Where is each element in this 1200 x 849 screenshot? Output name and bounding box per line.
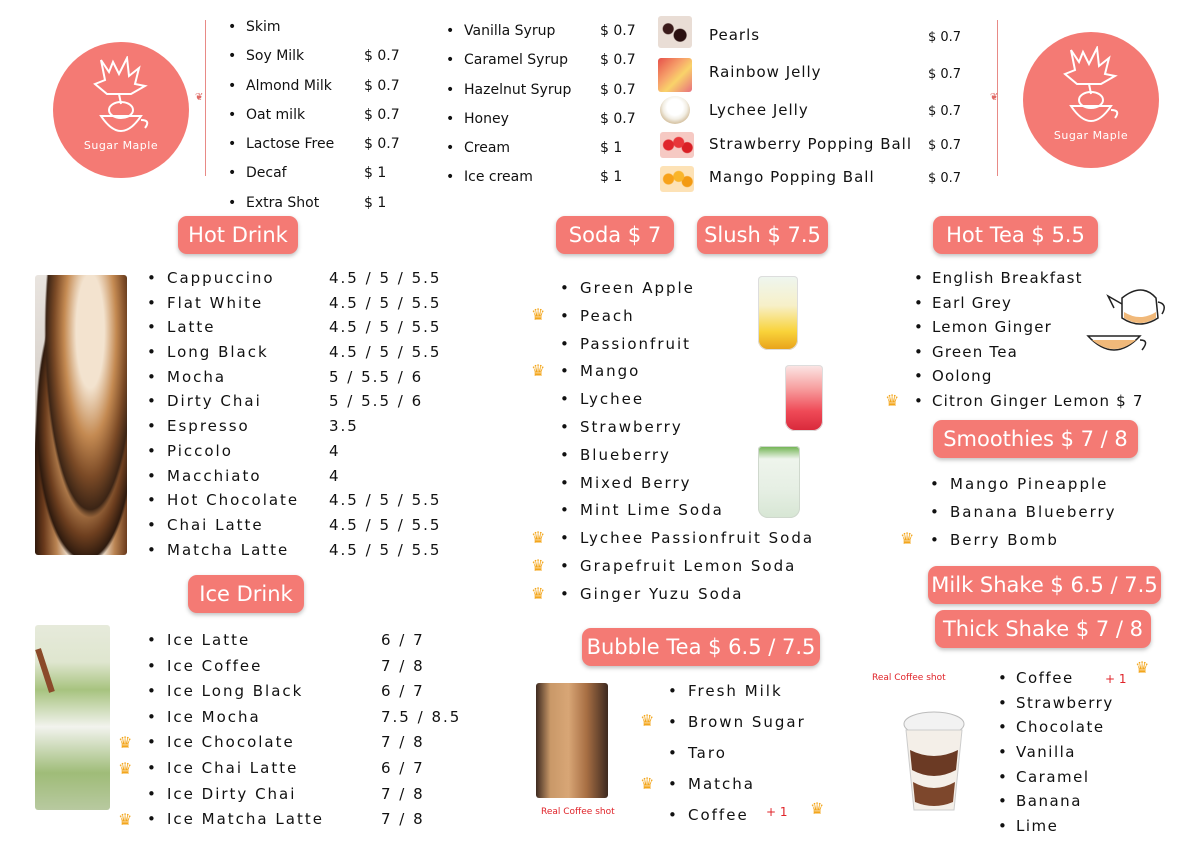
list-item: • Matcha	[668, 775, 755, 793]
crown-icon: ♛	[885, 391, 900, 410]
crown-icon: ♛	[640, 711, 655, 730]
list-item: • Oolong	[914, 367, 993, 386]
list-item: • Ice Chocolate 7 / 8	[147, 733, 425, 752]
crown-icon: ♛	[531, 584, 546, 603]
list-item: • Taro	[668, 744, 727, 762]
crown-icon: ♛	[900, 529, 915, 548]
list-item: • Lime	[998, 817, 1059, 836]
maple-cup-logo-icon	[87, 56, 157, 140]
pearls-icon	[658, 16, 692, 48]
soda-list	[560, 278, 860, 612]
brand-name: Sugar Maple	[83, 139, 159, 152]
list-item: • Flat White 4.5 / 5 / 5.5	[147, 293, 442, 312]
list-item: • Ice Chai Latte 6 / 7	[147, 758, 425, 777]
list-item: • Ginger Yuzu Soda	[560, 584, 744, 603]
divider-ornament-icon: ❦	[195, 92, 204, 103]
crown-icon: ♛	[531, 528, 546, 547]
list-item: • Citron Ginger Lemon $ 7	[914, 391, 1144, 410]
list-item: • Lychee Passionfruit Soda	[560, 529, 815, 548]
crown-icon: ♛	[1135, 658, 1150, 677]
list-item: • Strawberry	[560, 417, 683, 436]
list-item: • Strawberry	[998, 693, 1114, 712]
mint-lime-soda-cup-image	[758, 446, 800, 518]
crown-icon: ♛	[640, 774, 655, 793]
list-item: • Passionfruit	[560, 334, 692, 353]
coffee-plus-one: + 1	[1105, 672, 1127, 686]
list-item: • English Breakfast	[914, 269, 1083, 287]
list-item: • Fresh Milk	[668, 682, 783, 700]
list-item: • Green Apple	[560, 279, 695, 297]
list-item: • Vanilla Syrup $ 0.7	[446, 23, 636, 39]
crown-icon: ♛	[118, 810, 133, 829]
bubble-tea-image	[536, 683, 608, 798]
list-item: • Mint Lime Soda	[560, 501, 724, 520]
mango-ball-icon	[660, 166, 694, 192]
milk-options-list	[228, 17, 408, 222]
list-item: • Lemon Ginger	[914, 318, 1053, 337]
topping-price: $ 0.7	[928, 104, 962, 119]
divider-left	[205, 20, 206, 176]
slush-heading: Slush $ 7.5	[697, 216, 828, 254]
list-item: • Banana Blueberry	[930, 503, 1117, 521]
hot-drink-heading: Hot Drink	[178, 216, 298, 254]
crown-icon: ♛	[810, 799, 825, 818]
smoothies-list	[930, 474, 1180, 558]
list-item: • Espresso 3.5	[147, 417, 359, 436]
logo-left	[53, 42, 189, 178]
logo-right	[1023, 32, 1159, 168]
list-item: • Ice Mocha 7.5 / 8.5	[147, 707, 462, 726]
real-coffee-shot-note: Real Coffee shot	[541, 807, 615, 817]
milk-shake-heading: Milk Shake $ 6.5 / 7.5	[928, 566, 1161, 604]
list-item: • Long Black 4.5 / 5 / 5.5	[147, 343, 442, 362]
topping-name: Strawberry Popping Ball	[709, 135, 913, 153]
list-item: • Extra Shot $ 1	[228, 194, 387, 211]
list-item: • Ice Long Black 6 / 7	[147, 682, 425, 701]
list-item: • Grapefruit Lemon Soda	[560, 556, 797, 575]
lychee-jelly-icon	[660, 96, 690, 124]
list-item: • Banana	[998, 792, 1082, 811]
topping-price: $ 0.7	[928, 171, 962, 186]
ice-drink-heading: Ice Drink	[188, 575, 304, 613]
list-item: • Caramel	[998, 767, 1090, 786]
list-item: • Ice cream $ 1	[446, 169, 623, 186]
smoothies-heading: Smoothies $ 7 / 8	[933, 420, 1138, 458]
list-item: • Matcha Latte 4.5 / 5 / 5.5	[147, 540, 442, 559]
topping-price: $ 0.7	[928, 67, 962, 82]
topping-name: Rainbow Jelly	[709, 63, 822, 81]
list-item: • Cream $ 1	[446, 140, 623, 157]
list-item: • Honey $ 0.7	[446, 110, 636, 127]
list-item: • Coffee	[998, 669, 1074, 687]
list-item: • Blueberry	[560, 445, 671, 464]
crown-icon: ♛	[531, 556, 546, 575]
thick-shake-heading: Thick Shake $ 7 / 8	[935, 610, 1151, 648]
peach-soda-cup-image	[758, 276, 798, 350]
list-item: • Hazelnut Syrup $ 0.7	[446, 81, 636, 98]
list-item: • Dirty Chai 5 / 5.5 / 6	[147, 392, 424, 411]
list-item: • Macchiato 4	[147, 466, 341, 485]
list-item: • Mixed Berry	[560, 473, 692, 492]
topping-name: Pearls	[709, 26, 761, 44]
list-item: • Caramel Syrup $ 0.7	[446, 52, 636, 69]
topping-name: Mango Popping Ball	[709, 168, 875, 186]
list-item: • Lactose Free $ 0.7	[228, 136, 400, 153]
list-item: • Latte 4.5 / 5 / 5.5	[147, 318, 442, 337]
topping-price: $ 0.7	[928, 30, 962, 45]
list-item: • Ice Matcha Latte 7 / 8	[147, 810, 425, 829]
crown-icon: ♛	[531, 305, 546, 324]
real-coffee-shot-note: Real Coffee shot	[872, 673, 946, 683]
list-item: • Ice Coffee 7 / 8	[147, 656, 425, 675]
hot-drink-list	[147, 268, 467, 564]
list-item: • Berry Bomb	[930, 531, 1059, 549]
syrup-list	[446, 21, 646, 197]
list-item: • Peach	[560, 306, 635, 325]
list-item: • Soy Milk $ 0.7	[228, 48, 400, 65]
shake-cup-image	[898, 710, 970, 814]
list-item: • Mango Pineapple	[930, 475, 1109, 493]
teapot-icon	[1084, 278, 1176, 370]
coffee-plus-one: + 1	[766, 805, 788, 819]
strawberry-soda-cup-image	[785, 365, 823, 431]
list-item: • Decaf $ 1	[228, 165, 387, 182]
brand-name: Sugar Maple	[1053, 129, 1129, 142]
list-item: • Ice Latte 6 / 7	[147, 631, 425, 649]
topping-price: $ 0.7	[928, 138, 962, 153]
list-item: • Mango	[560, 362, 641, 381]
strawberry-ball-icon	[660, 132, 694, 158]
divider-ornament-icon: ❦	[990, 92, 999, 103]
ice-drink-list	[147, 630, 487, 835]
soda-heading: Soda $ 7	[556, 216, 674, 254]
maple-cup-logo-icon	[1057, 46, 1127, 130]
iced-matcha-image	[35, 625, 110, 810]
list-item: • Oat milk $ 0.7	[228, 106, 400, 123]
topping-name: Lychee Jelly	[709, 101, 809, 119]
crown-icon: ♛	[118, 759, 133, 778]
crown-icon: ♛	[118, 733, 133, 752]
list-item: • Brown Sugar	[668, 713, 806, 731]
list-item: • Skim	[228, 19, 281, 35]
crown-icon: ♛	[531, 361, 546, 380]
list-item: • Chai Latte 4.5 / 5 / 5.5	[147, 515, 442, 534]
list-item: • Hot Chocolate 4.5 / 5 / 5.5	[147, 491, 442, 510]
list-item: • Almond Milk $ 0.7	[228, 77, 400, 94]
list-item: • Piccolo 4	[147, 441, 341, 460]
list-item: • Ice Dirty Chai 7 / 8	[147, 784, 425, 803]
list-item: • Earl Grey	[914, 293, 1013, 312]
latte-art-image	[35, 275, 127, 555]
list-item: • Green Tea	[914, 342, 1019, 361]
bubble-tea-heading: Bubble Tea $ 6.5 / 7.5	[582, 628, 820, 666]
list-item: • Vanilla	[998, 743, 1076, 762]
list-item: • Chocolate	[998, 718, 1105, 737]
list-item: • Cappuccino 4.5 / 5 / 5.5	[147, 269, 442, 287]
rainbow-jelly-icon	[658, 58, 692, 92]
list-item: • Coffee	[668, 806, 749, 824]
list-item: • Mocha 5 / 5.5 / 6	[147, 367, 424, 386]
hot-tea-heading: Hot Tea $ 5.5	[933, 216, 1098, 254]
list-item: • Lychee	[560, 390, 645, 409]
shake-list	[998, 668, 1178, 841]
